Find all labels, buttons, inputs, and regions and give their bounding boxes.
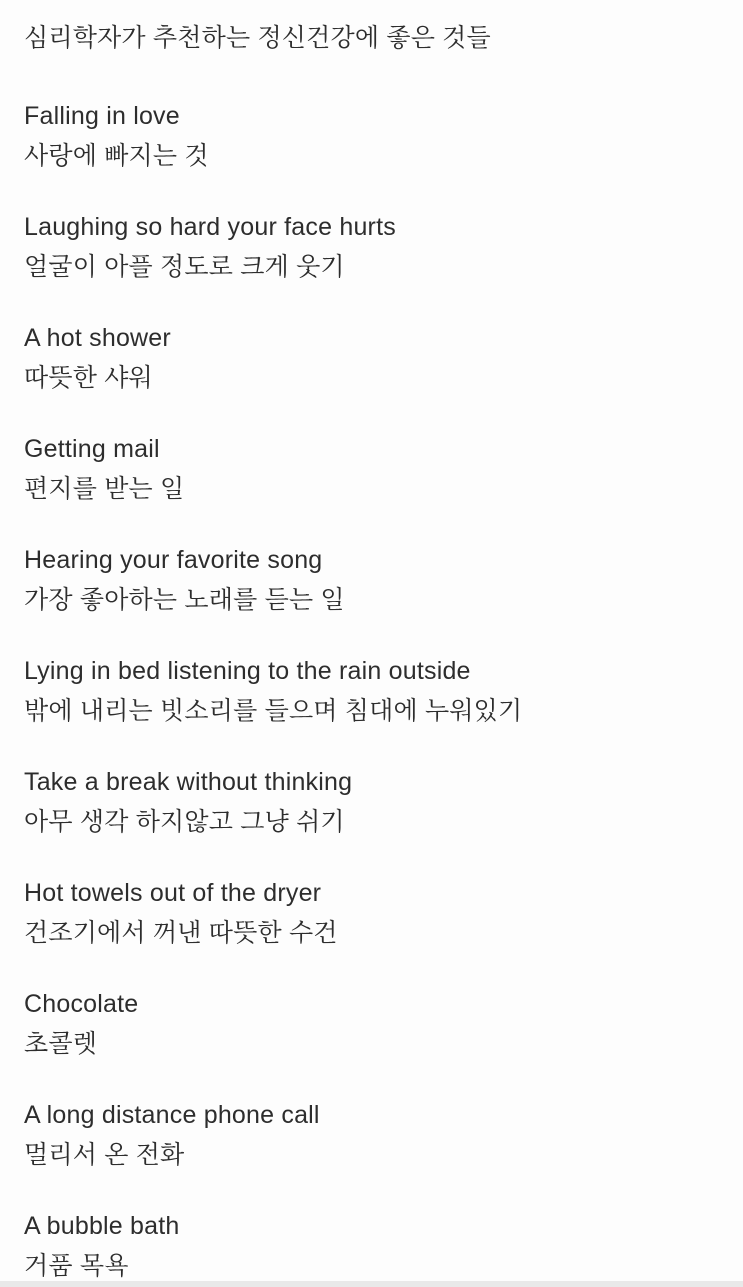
item-korean-text: 아무 생각 하지않고 그냥 쉬기 xyxy=(24,808,345,836)
item-english-text: Laughing so hard your face hurts xyxy=(24,213,396,241)
list-item xyxy=(24,651,719,731)
list-item xyxy=(24,984,719,1064)
item-korean-text: 멀리서 온 전화 xyxy=(24,1141,185,1169)
item-korean-text: 편지를 받는 일 xyxy=(24,475,185,503)
list-item xyxy=(24,873,719,953)
list-item xyxy=(24,540,719,620)
list-item xyxy=(24,96,719,176)
list-item xyxy=(24,762,719,842)
item-english-text: Hot towels out of the dryer xyxy=(24,879,322,907)
item-english-text: Falling in love xyxy=(24,102,180,130)
item-english-text: Lying in bed listening to the rain outside xyxy=(24,657,471,685)
item-korean-text: 건조기에서 꺼낸 따뜻한 수건 xyxy=(24,919,338,947)
list-item xyxy=(24,207,719,287)
list-item xyxy=(24,318,719,398)
item-korean-text: 따뜻한 샤워 xyxy=(24,364,153,392)
item-english-text: A hot shower xyxy=(24,324,171,352)
item-korean-text: 거품 목욕 xyxy=(24,1252,129,1280)
item-korean-text: 얼굴이 아플 정도로 크게 웃기 xyxy=(24,253,345,281)
image-bottom-edge xyxy=(0,1281,743,1287)
item-korean-text: 사랑에 빠지는 것 xyxy=(24,142,209,170)
item-korean-text: 밖에 내리는 빗소리를 들으며 침대에 누워있기 xyxy=(24,697,523,725)
list-item xyxy=(24,1095,719,1175)
item-english-text: Chocolate xyxy=(24,990,139,1018)
item-korean-text: 가장 좋아하는 노래를 듣는 일 xyxy=(24,586,345,614)
item-english-text: Getting mail xyxy=(24,435,160,463)
item-english-text: A long distance phone call xyxy=(24,1101,320,1129)
item-english-text: Hearing your favorite song xyxy=(24,546,323,574)
page-title: 심리학자가 추천하는 정신건강에 좋은 것들 xyxy=(24,24,491,52)
list-item xyxy=(24,1206,719,1286)
list-item xyxy=(24,429,719,509)
item-english-text: A bubble bath xyxy=(24,1212,180,1240)
item-english-text: Take a break without thinking xyxy=(24,768,353,796)
item-korean-text: 초콜렛 xyxy=(24,1030,98,1058)
items-list xyxy=(24,96,719,1286)
